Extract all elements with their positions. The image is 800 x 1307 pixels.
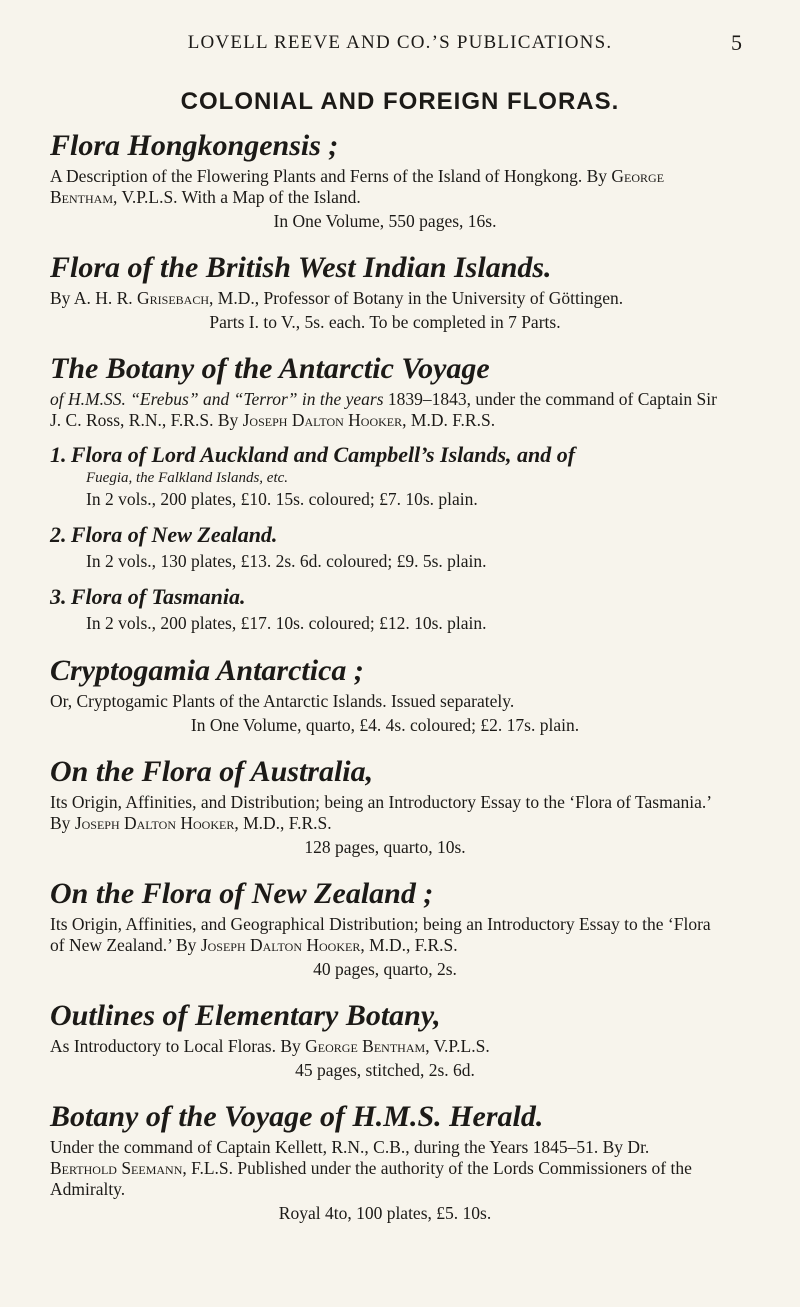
sub-number: 2. [50,522,67,547]
entry-description: A Description of the Flowering Plants and Ferns of the Island of Hongkong. By George Bentham, V.P.L.S. With a Map of the Island. [50,166,665,207]
sub-title: Flora of New Zealand. [70,522,278,547]
entry-title: Flora of the British West Indian Islands. [50,251,552,284]
entry-description: Or, Cryptogamic Plants of the Antarctic Islands. Issued separately. [50,691,515,711]
entry-description: Its Origin, Affinities, and Geographical Distribution; being an Introductory Essay to the ‘Flora of New Zealand.’ By Joseph Dalton Hooker, M.D., F.R.S. [50,914,711,955]
entry-price: Parts I. to V., 5s. each. To be completed in 7 Parts. [209,312,561,332]
sub-number: 3. [50,584,67,609]
entry-title: Cryptogamia Antarctica ; [50,654,364,687]
entry-flora-australia [50,754,720,858]
entry-price: Royal 4to, 100 plates, £5. 10s. [278,1203,492,1223]
entry-description: Its Origin, Affinities, and Distribution; being an Introductory Essay to the ‘Flora of Tasmania.’ By Joseph Dalton Hooker, M.D., F.R.S. [50,792,711,833]
page-number: 5 [731,30,742,55]
entry-description: By A. H. R. Grisebach, M.D., Professor of Botany in the University of Göttingen. [50,288,624,308]
sub-entry-tasmania [50,583,720,635]
sub-entry-auckland [50,441,720,511]
entry-title: On the Flora of Australia, [50,755,374,788]
author-name: George Bentham [50,166,665,207]
section-title: COLONIAL AND FOREIGN FLORAS. [180,88,620,115]
entry-title: On the Flora of New Zealand ; [50,877,434,910]
sub-number: 1. [50,442,67,467]
entry-title: Outlines of Elementary Botany, [50,999,441,1032]
entry-title: The Botany of the Antarctic Voyage [50,352,490,385]
entry-elementary-botany [50,998,720,1081]
entry-antarctic-voyage [50,351,720,635]
sub-price: In 2 vols., 200 plates, £10. 15s. coloured; £7. 10s. plain. [86,489,478,509]
entry-price: In One Volume, quarto, £4. 4s. coloured; £2. 17s. plain. [190,715,580,735]
sub-price: In 2 vols., 200 plates, £17. 10s. coloured; £12. 10s. plain. [86,613,487,633]
entry-price: 128 pages, quarto, 10s. [304,837,466,857]
entry-price: 40 pages, quarto, 2s. [313,959,457,979]
running-head: LOVELL REEVE AND CO.’S PUBLICATIONS. [187,32,613,53]
entry-description: Under the command of Captain Kellett, R.N., C.B., during the Years 1845–51. By Dr. Berthold Seemann, F.L.S. Published under the authority of the Lords Commissioners of the Admiralty. [50,1137,692,1199]
entry-flora-west-indian [50,250,720,333]
sub-title: Flora of Lord Auckland and Campbell’s Islands, and of [70,442,576,467]
author-name: Joseph Dalton Hooker [200,935,361,955]
author-name: Joseph Dalton Hooker [74,813,235,833]
entry-price: In One Volume, 550 pages, 16s. [273,211,497,231]
entry-flora-new-zealand [50,876,720,980]
entry-list [50,128,720,1242]
entry-herald-voyage [50,1099,720,1224]
entry-description: of H.M.SS. “Erebus” and “Terror” in the years 1839–1843, under the command of Captain Sir J. C. Ross, R.N., F.R.S. By Joseph Dalton Hooker, M.D. F.R.S. [50,389,717,430]
author-name: George Bentham [305,1036,426,1056]
entry-title: Flora Hongkongensis ; [50,129,339,162]
author-name: Berthold Seemann [50,1158,183,1178]
sub-price: In 2 vols., 130 plates, £13. 2s. 6d. coloured; £9. 5s. plain. [86,551,487,571]
sub-entry-new-zealand [50,521,720,573]
entry-price: 45 pages, stitched, 2s. 6d. [295,1060,475,1080]
entry-cryptogamia [50,653,720,736]
author-name: Grisebach [137,288,210,308]
sub-title: Flora of Tasmania. [70,584,246,609]
author-name: Joseph Dalton Hooker [242,410,403,430]
sub-title-continued: Fuegia, the Falkland Islands, etc. [86,470,289,486]
entry-flora-hongkongensis [50,128,720,232]
entry-title: Botany of the Voyage of H.M.S. Herald. [50,1100,544,1133]
entry-description: As Introductory to Local Floras. By George Bentham, V.P.L.S. [50,1036,490,1056]
